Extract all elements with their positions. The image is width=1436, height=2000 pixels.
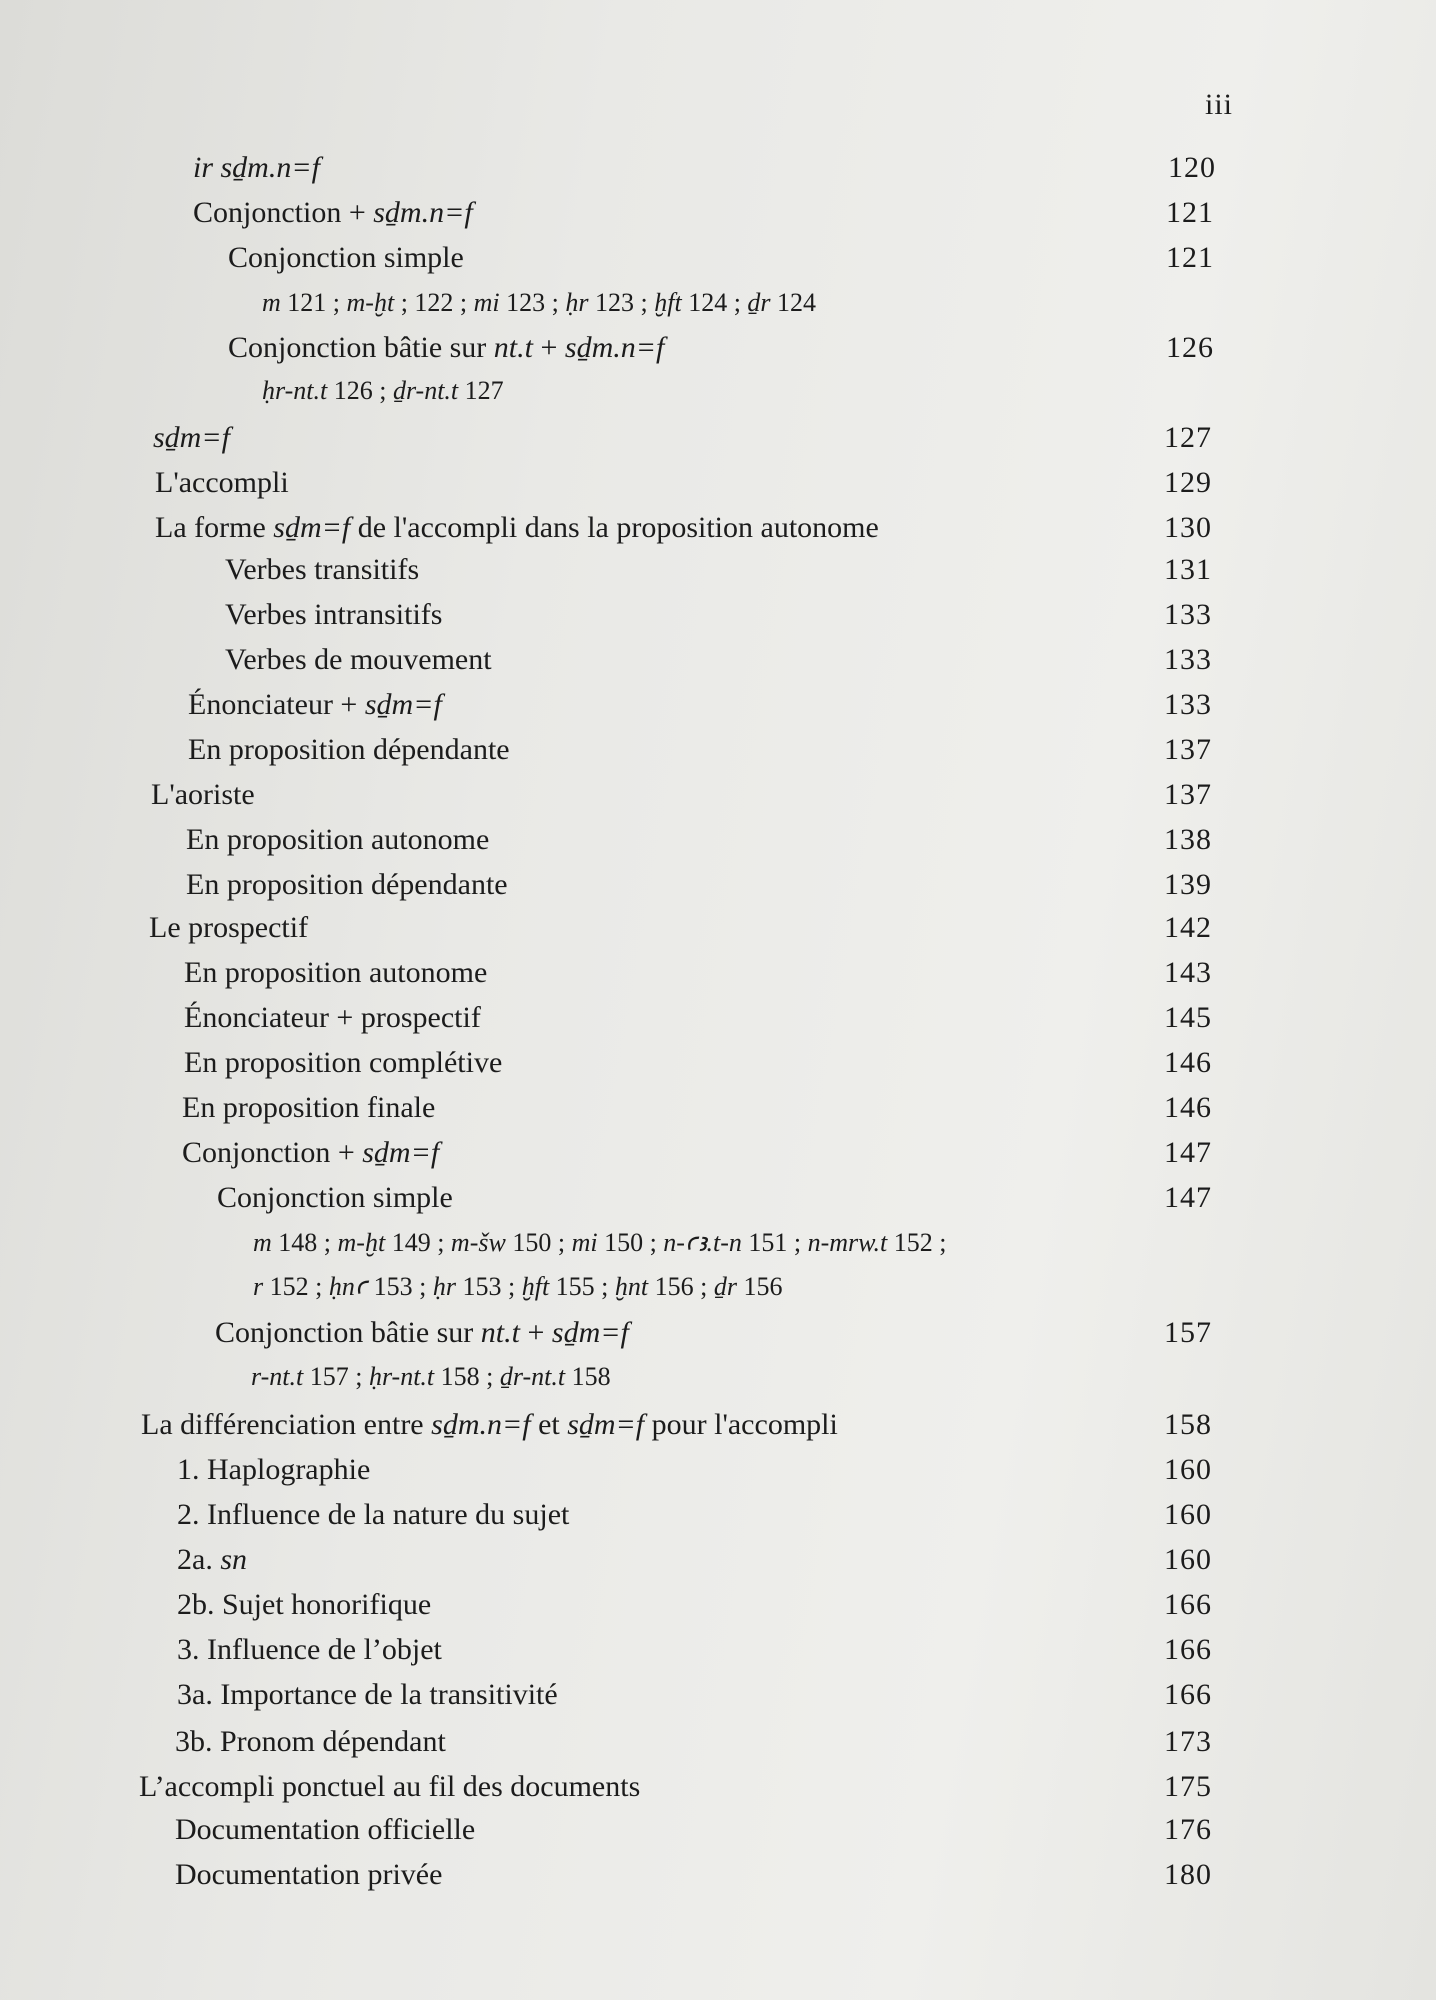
toc-entry-text: En proposition dépendante: [188, 733, 510, 766]
toc-entry-text: Conjonction +: [182, 1136, 363, 1169]
toc-entry-label: [262, 281, 816, 325]
toc-entry-page: 166: [1164, 1588, 1212, 1621]
toc-entry-page: 145: [1164, 1001, 1212, 1034]
toc-entry-text: 1. Haplographie: [177, 1453, 371, 1486]
toc-entry-text: m: [253, 1228, 272, 1257]
toc-entry-label: [175, 1808, 475, 1852]
toc-entry-text: En proposition autonome: [184, 956, 488, 989]
toc-entry-label: [251, 1355, 611, 1399]
toc-entry-label: [139, 1765, 640, 1809]
toc-entry-text: La forme: [155, 511, 274, 544]
toc-entry-text: sḏm=f: [551, 1316, 629, 1349]
toc-entry-page: 121: [1166, 241, 1214, 274]
toc-entry-text: ḥr-nt.t: [262, 376, 328, 405]
toc-entry-label: [177, 1493, 569, 1537]
toc-entry-text: ḏr: [747, 288, 771, 317]
toc-entry-label: [193, 191, 473, 235]
toc-entry-label: [177, 1673, 558, 1717]
toc-entry-text: Documentation officielle: [175, 1813, 476, 1846]
toc-entry-label: [186, 863, 508, 907]
toc-entry-text: n-ꜥꜣ.t-n: [663, 1228, 742, 1257]
toc-entry-text: Énonciateur + prospectif: [184, 1001, 481, 1034]
toc-entry-page: 133: [1164, 643, 1212, 676]
toc-entry-page: 127: [1164, 421, 1212, 454]
toc-entry-text: mi: [571, 1228, 598, 1257]
toc-entry-text: L’accompli ponctuel au fil des documents: [139, 1770, 641, 1803]
toc-entry-page: 173: [1164, 1725, 1212, 1758]
toc-entry-text: 150 ;: [597, 1228, 664, 1257]
toc-entry-text: ir sḏm.n=f: [193, 151, 320, 184]
toc-entry-label: [225, 593, 442, 637]
toc-entry-text: m-šw: [450, 1228, 506, 1257]
toc-entry-text: Verbes transitifs: [225, 553, 420, 586]
toc-entry-text: et: [530, 1408, 568, 1441]
toc-entry-text: 2a.: [177, 1543, 221, 1576]
toc-entry-page: 160: [1164, 1543, 1212, 1576]
toc-entry-text: 3a. Importance de la transitivité: [177, 1678, 558, 1711]
toc-entry-text: r-nt.t: [251, 1362, 304, 1391]
toc-entry-page: 129: [1164, 466, 1212, 499]
toc-entry-page: 142: [1164, 911, 1212, 944]
toc-entry-text: 121 ;: [280, 288, 347, 317]
toc-entry-text: ḥnꜥ: [328, 1272, 368, 1301]
toc-entry-text: Conjonction bâtie sur: [215, 1316, 481, 1349]
toc-entry-text: ḫft: [521, 1272, 550, 1301]
toc-entry-text: Conjonction simple: [228, 241, 464, 274]
toc-entry-label: [175, 1720, 446, 1764]
toc-entry-text: 153 ;: [455, 1272, 522, 1301]
toc-entry-text: ḥr-nt.t: [368, 1362, 435, 1391]
toc-entry-page: 137: [1164, 778, 1212, 811]
toc-entry-text: mi: [473, 288, 500, 317]
toc-entry-text: r: [253, 1272, 264, 1301]
toc-entry-text: Verbes de mouvement: [225, 643, 492, 676]
toc-entry-label: [186, 818, 489, 862]
toc-entry-label: [177, 1628, 442, 1672]
toc-entry-text: nt.t: [480, 1316, 520, 1349]
toc-entry-page: 147: [1164, 1136, 1212, 1169]
toc-entry-page: 157: [1164, 1316, 1212, 1349]
toc-entry-text: n-mrw.t: [807, 1228, 888, 1257]
toc-entry-text: ḏr-nt.t: [392, 376, 459, 405]
toc-entry-text: 158 ;: [434, 1362, 500, 1391]
toc-entry-page: 166: [1164, 1678, 1212, 1711]
toc-entry-page: 143: [1164, 956, 1212, 989]
toc-entry-text: sḏm=f: [273, 511, 351, 544]
toc-entry-page: 147: [1164, 1181, 1212, 1214]
toc-entry-label: [215, 1311, 629, 1355]
toc-entry-page: 120: [1168, 151, 1216, 184]
toc-entry-text: ḫnt: [614, 1272, 649, 1301]
toc-entry-page: 131: [1164, 553, 1212, 586]
toc-entry-text: 127: [458, 376, 504, 405]
toc-entry-label: [262, 369, 504, 413]
toc-entry-text: pour l'accompli: [644, 1408, 838, 1441]
toc-entry-label: [188, 728, 510, 772]
toc-entry-text: ḥr: [565, 288, 589, 317]
toc-entry-label: [253, 1221, 947, 1265]
toc-entry-text: 157 ;: [303, 1362, 369, 1391]
toc-entry-page: 133: [1164, 688, 1212, 721]
toc-entry-text: sḏm=f: [567, 1408, 645, 1441]
toc-entry-page: 160: [1164, 1453, 1212, 1486]
toc-entry-page: 130: [1164, 511, 1212, 544]
toc-entry-text: 156 ;: [648, 1272, 714, 1301]
toc-entry-text: L'aoriste: [151, 778, 255, 811]
toc-entry-text: 123 ;: [588, 288, 655, 317]
toc-entry-text: ḏr-nt.t: [499, 1362, 566, 1391]
toc-entry-text: En proposition complétive: [184, 1046, 503, 1079]
toc-entry-label: [225, 638, 492, 682]
toc-entry-text: ḥr: [432, 1272, 456, 1301]
toc-entry-label: [151, 773, 255, 817]
toc-entry-text: 150 ;: [505, 1228, 572, 1257]
toc-entry-text: 124: [770, 288, 817, 317]
toc-entry-text: 156: [737, 1272, 783, 1301]
toc-entry-page: 176: [1164, 1813, 1212, 1846]
toc-entry-label: [184, 1041, 502, 1085]
toc-entry-text: Le prospectif: [149, 911, 309, 944]
toc-entry-page: 139: [1164, 868, 1212, 901]
toc-entry-text: 149 ;: [385, 1228, 451, 1257]
toc-entry-text: m: [262, 288, 281, 317]
toc-entry-label: [175, 1853, 442, 1897]
toc-entry-text: En proposition finale: [182, 1091, 436, 1124]
toc-entry-text: sḏm=f: [362, 1136, 440, 1169]
toc-entry-page: 146: [1164, 1091, 1212, 1124]
toc-entry-text: sḏm.n=f: [373, 196, 473, 229]
toc-entry-text: 123 ;: [499, 288, 566, 317]
toc-entry-text: 151 ;: [741, 1228, 808, 1257]
toc-entry-page: 133: [1164, 598, 1212, 631]
toc-entry-label: [217, 1176, 453, 1220]
toc-entry-text: En proposition autonome: [186, 823, 490, 856]
toc-entry-text: En proposition dépendante: [186, 868, 508, 901]
toc-entry-text: +: [532, 331, 565, 364]
toc-entry-text: La différenciation entre: [141, 1408, 432, 1441]
toc-entry-text: sḏm=f: [364, 688, 442, 721]
toc-entry-page: 160: [1164, 1498, 1212, 1531]
toc-entry-label: [188, 683, 442, 727]
toc-entry-label: [155, 461, 289, 505]
toc-entry-text: 155 ;: [549, 1272, 615, 1301]
page-number: iii: [1205, 88, 1234, 121]
toc-entry-page: 146: [1164, 1046, 1212, 1079]
toc-entry-page: 158: [1164, 1408, 1212, 1441]
toc-entry-text: 2. Influence de la nature du sujet: [177, 1498, 570, 1531]
toc-entry-text: 2b. Sujet honorifique: [177, 1588, 432, 1621]
toc-entry-label: [228, 326, 664, 370]
toc-entry-label: [228, 236, 464, 280]
toc-entry-text: 126 ;: [327, 376, 393, 405]
toc-entry-text: Conjonction simple: [217, 1181, 453, 1214]
toc-entry-text: ḏr: [713, 1272, 737, 1301]
toc-entry-text: 124 ;: [681, 288, 748, 317]
toc-entry-text: sḏm.n=f: [431, 1408, 531, 1441]
toc-entry-text: Verbes intransitifs: [225, 598, 443, 631]
toc-entry-text: de l'accompli dans la proposition autonome: [350, 511, 879, 544]
toc-entry-label: [184, 951, 487, 995]
toc-entry-text: Documentation privée: [175, 1858, 443, 1891]
toc-entry-page: 137: [1164, 733, 1212, 766]
toc-entry-page: 166: [1164, 1633, 1212, 1666]
toc-entry-label: [153, 416, 230, 460]
toc-entry-page: 175: [1164, 1770, 1212, 1803]
toc-entry-label: [193, 146, 320, 190]
toc-entry-text: Conjonction bâtie sur: [228, 331, 494, 364]
toc-entry-text: 153 ;: [367, 1272, 433, 1301]
toc-entry-page: 121: [1166, 196, 1214, 229]
toc-entry-page: 138: [1164, 823, 1212, 856]
toc-entry-label: [253, 1265, 783, 1309]
toc-entry-label: [182, 1131, 439, 1175]
toc-entry-text: sḏm.n=f: [564, 331, 665, 364]
toc-entry-text: sn: [220, 1543, 248, 1576]
toc-entry-text: 148 ;: [271, 1228, 338, 1257]
toc-entry-label: [141, 1403, 838, 1447]
toc-entry-text: ; 122 ;: [394, 288, 474, 317]
toc-entry-label: [149, 906, 308, 950]
toc-entry-page: 180: [1164, 1858, 1212, 1891]
toc-entry-text: L'accompli: [155, 466, 289, 499]
toc-entry-label: [177, 1583, 431, 1627]
toc-entry-label: [155, 506, 879, 550]
toc-entry-label: [182, 1086, 435, 1130]
toc-entry-text: Énonciateur +: [188, 688, 365, 721]
toc-entry-text: Conjonction +: [193, 196, 374, 229]
toc-entry-text: 3b. Pronom dépendant: [175, 1725, 446, 1758]
toc-entry-page: 126: [1166, 331, 1214, 364]
toc-entry-label: [177, 1538, 247, 1582]
toc-entry-text: ḫft: [654, 288, 682, 317]
toc-entry-text: m-ḫt: [337, 1228, 386, 1257]
toc-entry-text: sḏm=f: [153, 421, 230, 454]
toc-entry-text: m-ḫt: [346, 288, 395, 317]
toc-entry-text: +: [519, 1316, 552, 1349]
toc-entry-label: [225, 548, 419, 592]
toc-entry-text: nt.t: [493, 331, 533, 364]
toc-entry-text: 3. Influence de l’objet: [177, 1633, 442, 1666]
toc-entry-text: 152 ;: [887, 1228, 947, 1257]
toc-entry-text: 158: [565, 1362, 611, 1391]
toc-entry-text: 152 ;: [263, 1272, 329, 1301]
toc-entry-label: [184, 996, 481, 1040]
toc-entry-label: [177, 1448, 370, 1492]
